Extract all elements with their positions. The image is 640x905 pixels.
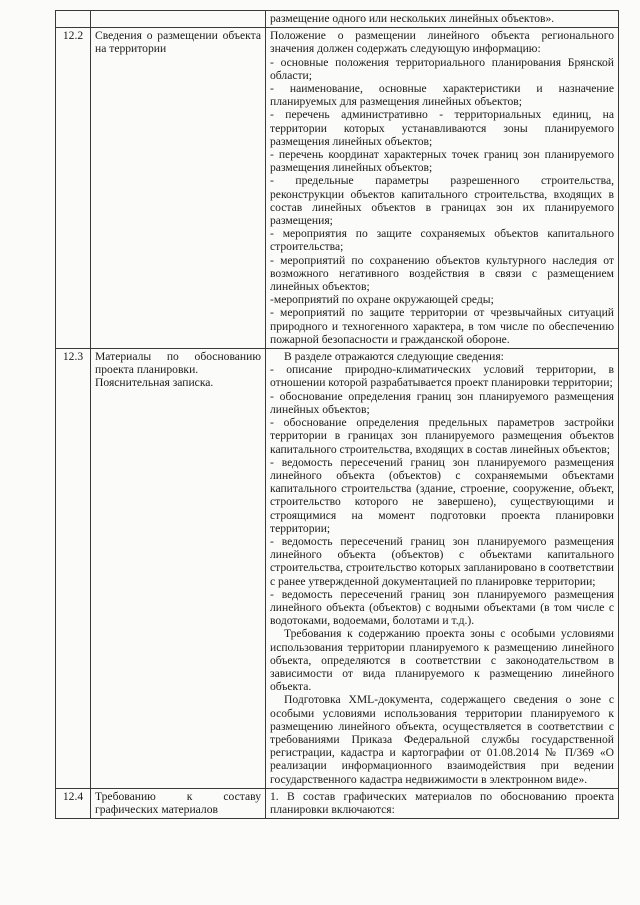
row-title: Требованию к составу графических материалов <box>91 788 266 818</box>
requirements-table-body <box>56 11 619 819</box>
content-paragraph: - ведомость пересечений границ зон планируемого размещения линейного объекта (объектов) с водными объектами (в том числе с водотоками, водоемами, болотами и т.д.). <box>270 587 614 628</box>
row-number: 12.2 <box>56 28 91 349</box>
row-title: Сведения о размещении объекта на территории <box>91 28 266 349</box>
row-title <box>91 349 266 789</box>
row-title-line: Материалы по обоснованию проекта планировки. <box>95 350 261 377</box>
row-content <box>266 349 619 789</box>
content-paragraph: - перечень административно - территориальных единиц, на территории которых устанавливаются зоны планируемого размещения линейных объектов; <box>270 108 614 148</box>
row-number: 12.3 <box>56 349 91 789</box>
content-paragraph: В разделе отражаются следующие сведения: <box>284 350 504 364</box>
row-title-line: Пояснительная записка. <box>95 376 214 390</box>
content-paragraph: - описание природно-климатических условий территории, в отношении которой разрабатывается проект планировки территории; <box>270 363 614 390</box>
content-paragraph: - основные положения территориального планирования Брянской области; <box>270 55 614 82</box>
content-paragraph: - предельные параметры разрешенного строительства, реконструкции объектов капитального строительства, входящих в состав линейных объектов в границах зон их планируемого размещения; <box>270 174 614 228</box>
content-paragraph: - мероприятий по сохранению объектов культурного наследия от возможного негативного воздействия в связи с размещением линейных объектов; <box>270 253 614 294</box>
row-content <box>266 788 619 818</box>
row-number: 12.4 <box>56 788 91 818</box>
row-title <box>91 11 266 28</box>
content-paragraph: - мероприятия по защите сохраняемых объектов капитального строительства; <box>270 227 614 254</box>
content-paragraph: - перечень координат характерных точек границ зон планируемого размещения линейных объектов; <box>270 148 614 175</box>
content-paragraph: - обоснование определения предельных параметров застройки территории в границах зон планируемого размещения объектов капитального строительства, входящих в состав линейных объектов; <box>270 416 614 456</box>
row-content <box>266 11 619 28</box>
content-paragraph: Подготовка XML-документа, содержащего сведения о зоне с особыми условиями использования территории планируемого к размещению линейного объекта, осуществляется в соответствии с требованиями Приказа Федеральной службы государственной регистрации, кадастра и картографии от 01.08.2014 № П/369 «О реализации информационного взаимодействия при ведении государственного кадастра недвижимости в электронном виде». <box>270 693 614 786</box>
content-paragraph: - ведомость пересечений границ зон планируемого размещения линейного объекта (объектов) с сохраняемыми объектами капитального строительства (здание, строение, сооружение, объект, строительство которого не завершено), существующими и строящимися на момент подготовки проекта планировки территории; <box>270 455 614 535</box>
content-paragraph: - наименование, основные характеристики и назначение планируемых для размещения линейных объектов; <box>270 82 614 109</box>
content-paragraph: - мероприятий по защите территории от чрезвычайных ситуаций природного и техногенного характера, в том числе по обеспечению пожарной безопасности и гражданской обороне. <box>270 306 614 346</box>
table-row <box>56 11 619 28</box>
requirements-table <box>55 10 619 819</box>
content-paragraph: - обоснование определения границ зон планируемого размещения линейных объектов; <box>270 389 614 416</box>
content-paragraph: - ведомость пересечений границ зон планируемого размещения линейного объекта (объектов) с объектами капитального строительства, строительство которых запланировано в соответствии с ранее утвержденной документацией по планировке территории; <box>270 534 614 588</box>
row-number <box>56 11 91 28</box>
content-paragraph: Требования к содержанию проекта зоны с особыми условиями использования территории планируемого к размещению линейного объекта, определяются в соответствии с законодательством в зависимости от вида планируемого к размещению линейного объекта. <box>270 627 614 694</box>
table-row <box>56 28 619 349</box>
table-row <box>56 349 619 789</box>
table-row <box>56 788 619 818</box>
content-paragraph: -мероприятий по охране окружающей среды; <box>270 293 494 307</box>
row-content <box>266 28 619 349</box>
content-paragraph: 1. В состав графических материалов по обоснованию проекта планировки включаются: <box>270 789 614 816</box>
content-paragraph: размещение одного или нескольких линейных объектов». <box>270 12 555 25</box>
content-paragraph: Положение о размещении линейного объекта регионального значения должен содержать следующую информацию: <box>270 29 614 56</box>
